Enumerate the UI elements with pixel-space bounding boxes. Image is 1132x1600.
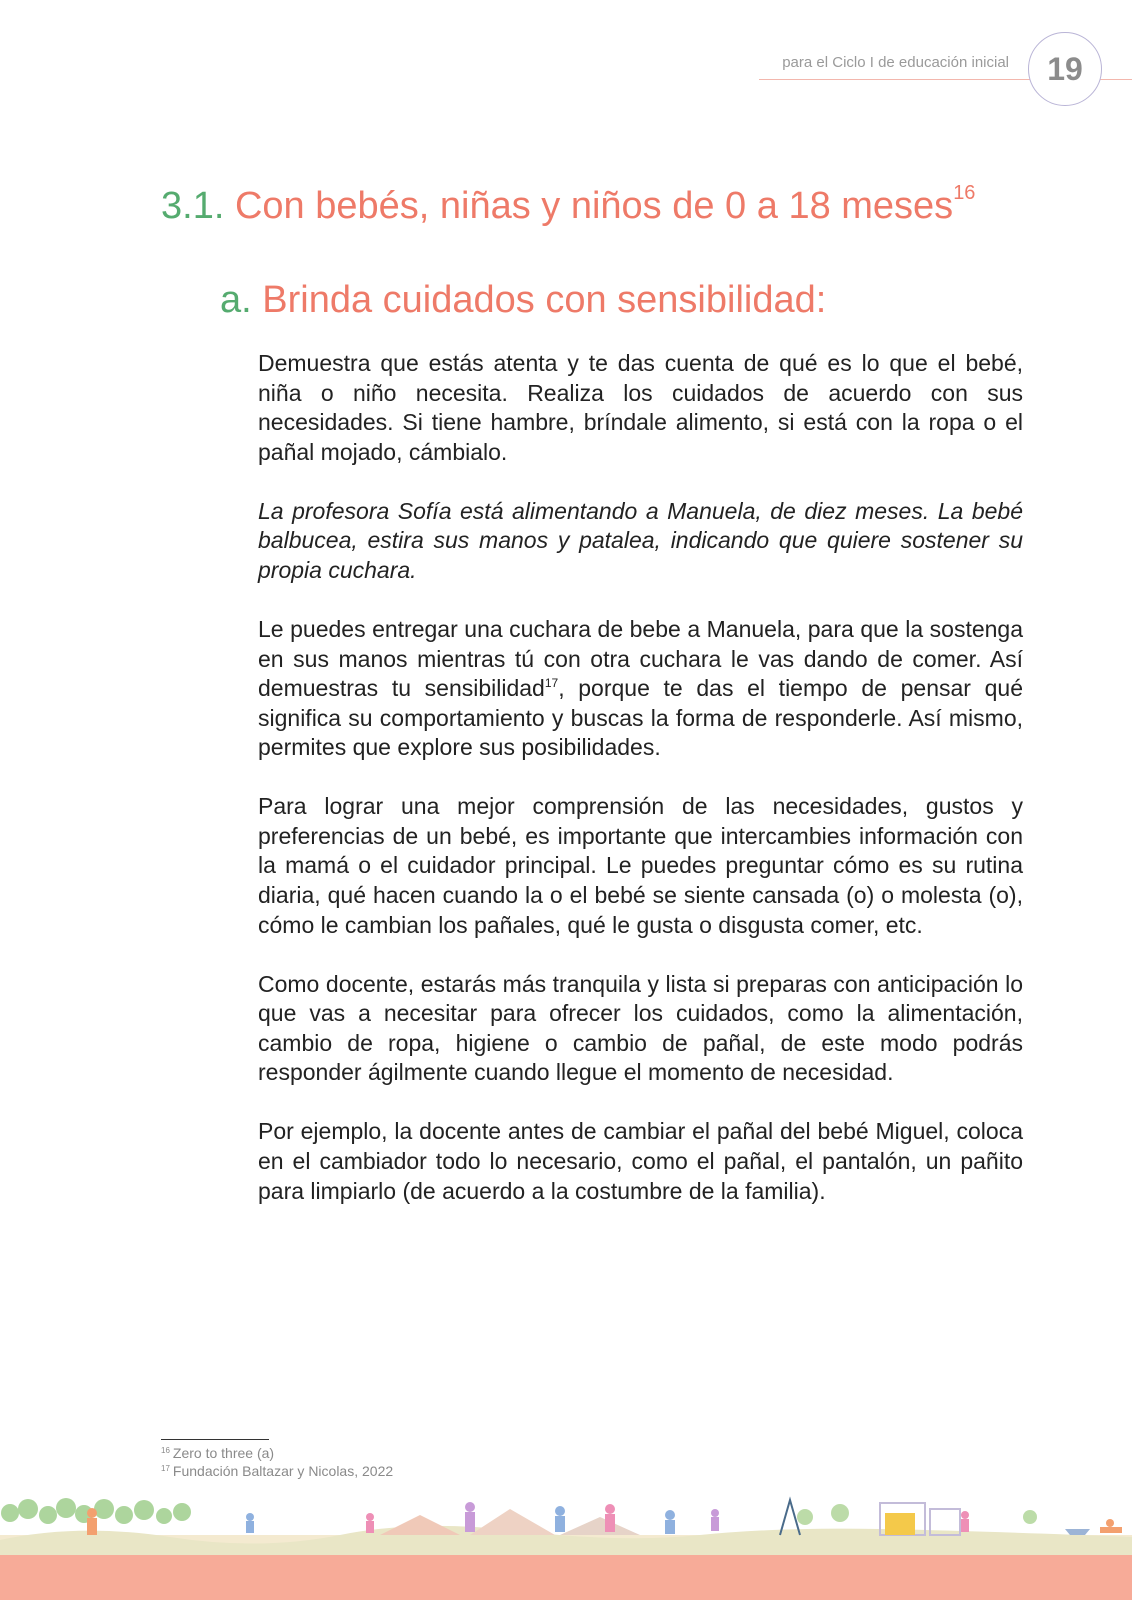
footnote-ref-17[interactable]: 17 (544, 676, 559, 691)
subsection-letter: a. (220, 279, 252, 321)
footnote-rule (161, 1439, 269, 1440)
subsection-title: Brinda cuidados con sensibilidad: (262, 279, 827, 321)
section-title: Con bebés, niñas y niños de 0 a 18 meses (234, 185, 954, 227)
footnote-ref-16[interactable]: 16 (953, 182, 976, 204)
paragraph-3: Le puedes entregar una cuchara de bebe a Manuela, para que la sostenga en sus manos mientras tú con otra cuchara le vas dando de comer. Así demuestras tu sensibilidad$^{17}$, porque te das el tiempo de pensar qué significa su comportamiento y buscas la forma de responderle. Así mismo, permites que explore sus posibilidades. (258, 615, 1023, 761)
paragraph-6: Por ejemplo, la docente antes de cambiar el pañal del bebé Miguel, coloca en el cambiador todo lo necesario, como el pañal, el pantalón, un pañito para limpiarlo (de acuerdo a la costumbre de la familia). (258, 1118, 1023, 1204)
page-number: 19 (1028, 32, 1102, 106)
running-header: para el Ciclo I de educación inicial (782, 54, 1009, 71)
children-landscape-illustration (0, 1495, 1132, 1555)
footnote-17: $^{17}$ Fundación Baltazar y Nicolas, 2022 (161, 1463, 394, 1479)
paragraph-1: Demuestra que estás atenta y te das cuenta de qué es lo que el bebé, niña o niño necesita. Realiza los cuidados de acuerdo con sus necesidades. Si tiene hambre, bríndale alimento, si está con la ropa o el pañal mojado, cámbialo. (258, 350, 1023, 465)
body-text (258, 349, 1023, 1236)
footnote-16: $^{16}$ Zero to three (a) (161, 1445, 275, 1461)
paragraph-example: La profesora Sofía está alimentando a Manuela, de diez meses. La bebé balbucea, estira sus manos y patalea, indicando que quiere sostener su propia cuchara. (258, 497, 1023, 583)
paragraph-4: Para lograr una mejor comprensión de las necesidades, gustos y preferencias de un bebé, es importante que intercambies información con la mamá o el cuidador principal. Le puedes preguntar cómo es su rutina diaria, qué hacen cuando la o el bebé se siente cansada (o) o molesta (o), cómo le cambian los pañales, qué le gusta o disgusta comer, etc. (258, 793, 1023, 938)
subsection-heading (220, 279, 826, 322)
paragraph-5: Como docente, estarás más tranquila y lista si preparas con anticipación lo que vas a necesitar para ofrecer los cuidados, como la alimentación, cambio de ropa, higiene o cambio de pañal, de este modo podrás responder ágilmente cuando llegue el momento de necesidad. (258, 970, 1023, 1086)
bottom-color-band (0, 1555, 1132, 1600)
section-number: 3.1. (161, 185, 225, 227)
footnotes (161, 1444, 393, 1480)
section-heading (161, 182, 976, 228)
